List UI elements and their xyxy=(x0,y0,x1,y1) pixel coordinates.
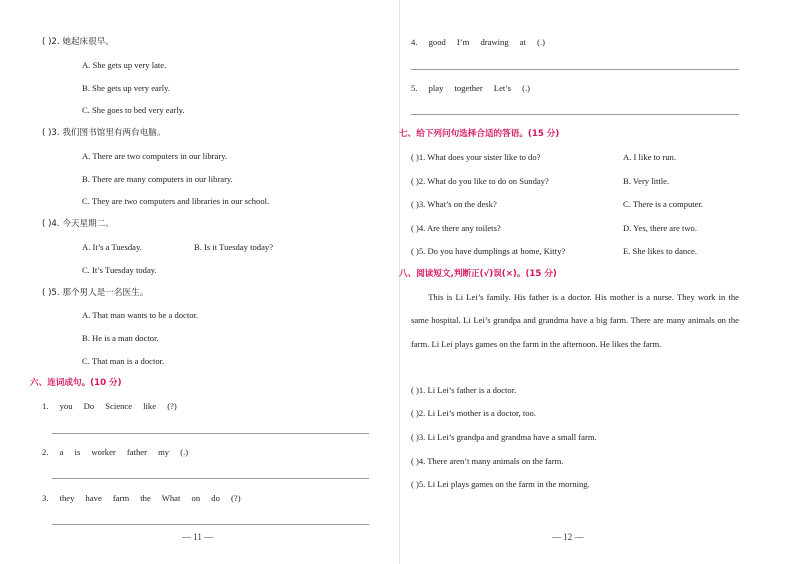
sentence-item: 1. you Do Science like (?) xyxy=(42,401,177,411)
question-prompt: ( )4. 今天星期二。 xyxy=(42,219,114,229)
statement: ( )2. Li Lei’s mother is a doctor, too. xyxy=(411,408,536,418)
answer-line xyxy=(411,114,739,115)
answer-option: A. I like to run. xyxy=(623,152,676,162)
sentence-item: 3. they have farm the What on do (?) xyxy=(42,493,241,503)
question: ( )1. What does your sister like to do? xyxy=(411,152,541,162)
statement: ( )4. There aren’t many animals on the farm. xyxy=(411,456,564,466)
question: ( )5. Do you have dumplings at home, Kitty? xyxy=(411,246,566,256)
answer-option: C. There is a computer. xyxy=(623,199,704,209)
option: B. There are many computers in our library. xyxy=(82,174,233,184)
sentence-item: 4. good I’m drawing at (.) xyxy=(411,37,546,47)
answer-line xyxy=(52,478,369,479)
answer-option: E. She likes to dance. xyxy=(623,246,697,256)
option: A. There are two computers in our library. xyxy=(82,151,228,161)
answer-option: D. Yes, there are two. xyxy=(623,223,697,233)
statement: ( )1. Li Lei’s father is a doctor. xyxy=(411,385,517,395)
page-number: — 12 — xyxy=(552,532,584,542)
option: B. She gets up very early. xyxy=(82,83,170,93)
option: C. It’s Tuesday today. xyxy=(82,265,157,275)
question: ( )2. What do you like to do on Sunday? xyxy=(411,176,549,186)
option: C. That man is a doctor. xyxy=(82,356,165,366)
answer-option: B. Very little. xyxy=(623,176,670,186)
question: ( )3. What’s on the desk? xyxy=(411,199,497,209)
sentence-item: 5. play together Let’s (.) xyxy=(411,83,531,93)
question: ( )4. Are there any toilets? xyxy=(411,223,501,233)
page-number: — 11 — xyxy=(182,532,214,542)
option: B. Is it Tuesday today? xyxy=(194,242,274,252)
question-prompt: ( )3. 我们图书馆里有两台电脑。 xyxy=(42,128,166,138)
option: B. He is a man doctor. xyxy=(82,333,159,343)
sentence-item: 2. a is worker father my (.) xyxy=(42,447,189,457)
option: A. It’s a Tuesday. xyxy=(82,242,142,252)
option: C. She goes to bed very early. xyxy=(82,105,185,115)
question-prompt: ( )2. 她起床很早。 xyxy=(42,37,114,47)
section-title: 七、给下列问句选择合适的答语。(15 分) xyxy=(399,129,560,139)
option: A. She gets up very late. xyxy=(82,60,167,70)
answer-line xyxy=(411,69,739,70)
option: A. That man wants to be a doctor. xyxy=(82,310,199,320)
question-prompt: ( )5. 那个男人是一名医生。 xyxy=(42,288,149,298)
answer-line xyxy=(52,524,369,525)
statement: ( )5. Li Lei plays games on the farm in the morning. xyxy=(411,479,590,489)
reading-passage: This is Li Lei’s family. His father is a doctor. His mother is a nurse. They work in the same hospital. Li Lei’s grandpa and grandma have a big farm. There are many animals on the farm. Li Lei plays games on the farm in the afternoon. He likes the farm. xyxy=(411,292,739,349)
answer-line xyxy=(52,433,369,434)
section-title: 六、连词成句。(10 分) xyxy=(30,378,122,388)
statement: ( )3. Li Lei’s grandpa and grandma have a small farm. xyxy=(411,432,597,442)
section-title: 八、阅读短文,判断正(√)误(×)。(15 分) xyxy=(399,269,557,279)
option: C. They are two computers and libraries in our school. xyxy=(82,196,270,206)
